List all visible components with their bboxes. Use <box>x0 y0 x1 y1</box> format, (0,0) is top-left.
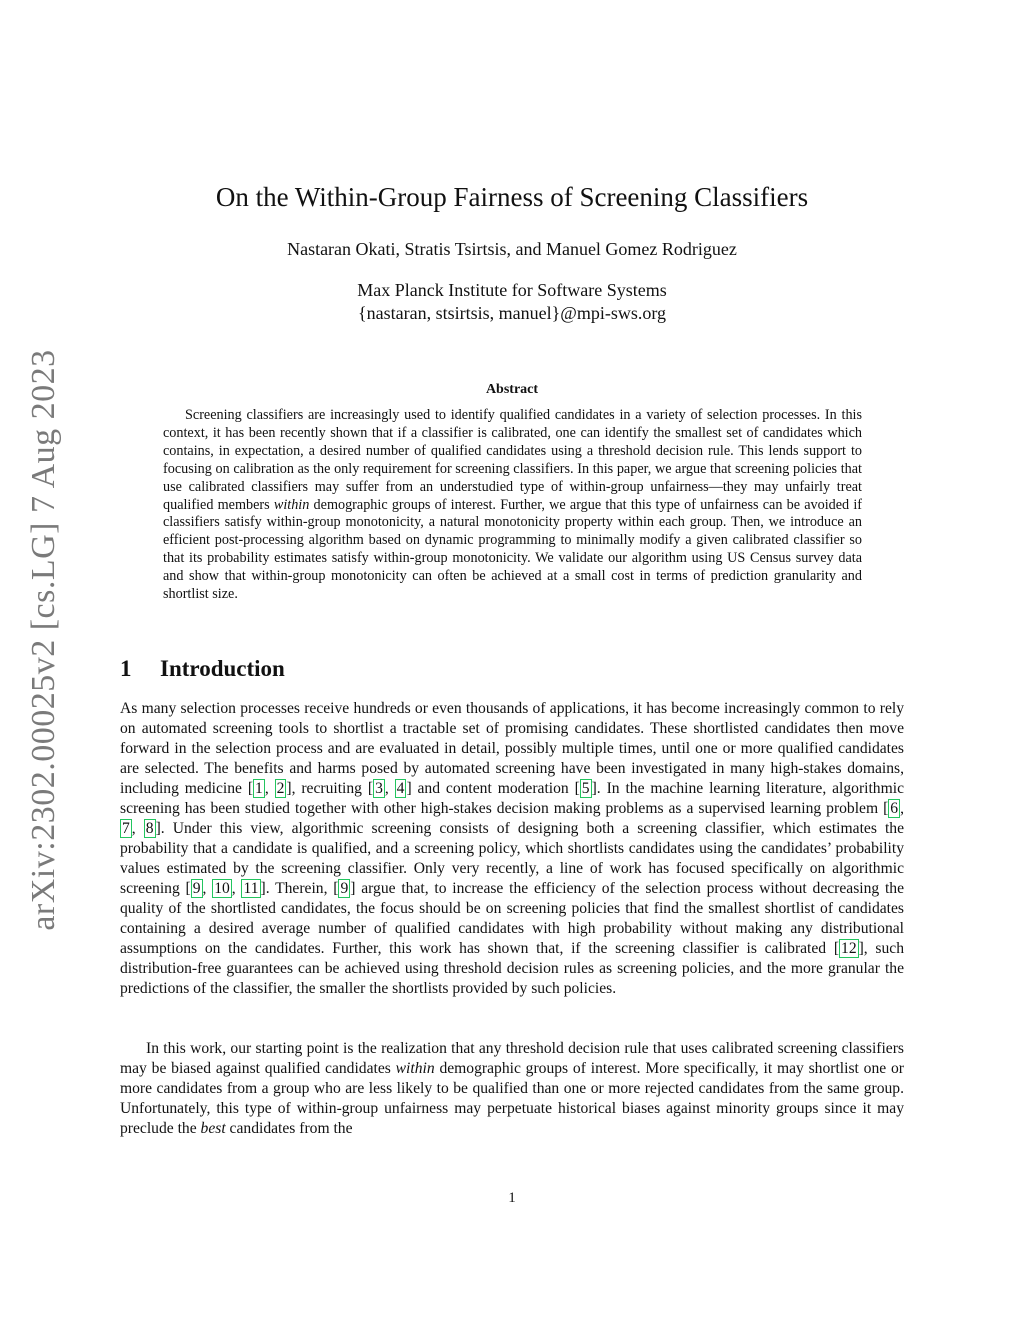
citation-link[interactable]: 9 <box>340 880 349 897</box>
citation-link[interactable]: 8 <box>145 820 154 837</box>
text-run: ]. In the machine learning literature, algorithmic screening has been studied together with other high-stakes decision making problems as a supervised learning problem [ <box>120 780 904 817</box>
citation-link[interactable]: 5 <box>581 780 590 797</box>
citation-link[interactable]: 9 <box>192 880 201 897</box>
text-run: In this work, our starting point is the realization that any threshold decision rule that uses calibrated screening classifiers may be biased against qualified candidates <box>120 1040 904 1077</box>
text-run: ]. Under this view, algorithmic screening consists of designing both a screening classifier, which estimates the probability that a candidate is qualified, and a screening policy, which shortlists candidates using the candidates’ probability values estimated by the screening classifier. Only very recently, a line of work has focused specifically on algorithmic screening [ <box>120 820 904 897</box>
text-run: , <box>264 780 275 797</box>
intro-paragraph-2 <box>120 1039 904 1139</box>
citation-link[interactable]: 1 <box>255 780 263 797</box>
citation-link[interactable]: 12 <box>841 940 857 957</box>
affiliation-name: Max Planck Institute for Software Systems <box>357 280 667 300</box>
text-run: ] and content moderation [ <box>406 780 580 797</box>
text-run: demographic groups of interest. More specifically, it may shortlist one or more candidates from a group who are less likely to be qualified than one or more rejected candidates from the same group. Unfortunately, this type of within-group unfairness may perpetuate historical biases against minority groups since it may preclude the <box>120 1060 904 1137</box>
citation-link[interactable]: 10 <box>214 880 230 897</box>
paper-title: On the Within-Group Fairness of Screening Classifiers <box>215 182 809 212</box>
text-run: , <box>384 780 395 797</box>
citation-link[interactable]: 11 <box>243 880 259 897</box>
section-heading <box>120 656 285 682</box>
abstract-text <box>163 407 862 604</box>
citation-link[interactable]: 7 <box>122 820 130 837</box>
text-run: As many selection processes receive hundreds or even thousands of applications, it has become increasingly common to rely on automated screening tools to shortlist a tractable set of promising candidates. These shortlisted candidates then move forward in the selection process and are evaluated in detail, possibly multiple times, until one or more qualified candidates are selected. The benefits and harms posed by automated screening have been investigated in many high-stakes domains, including medicine [ <box>120 700 904 797</box>
citation-link[interactable]: 6 <box>890 800 899 817</box>
author-emails: {nastaran, stsirtsis, manuel}@mpi-sws.org <box>358 303 666 323</box>
text-run: ], recruiting [ <box>286 780 374 797</box>
text-run: ]. Therein, [ <box>260 880 339 897</box>
abstract-text-part: Screening classifiers are increasingly used to identify qualified candidates in a variety of selection processes. In this context, it has been recently shown that if a classifier is calibrated, one can identify the smallest set of candidates which contains, in expectation, a desired number of qualified candidates using a threshold decision rule. This lends support to focusing on calibration as the only requirement for screening classifiers. In this paper, we argue that screening policies that use calibrated classifiers may suffer from an understudied type of within-group unfairness—they may unfairly treat qualified members <box>163 407 862 513</box>
emphasis-within: within <box>395 1060 435 1077</box>
citation-link[interactable]: 2 <box>276 780 285 797</box>
author-list: Nastaran Okati, Stratis Tsirtsis, and Manuel Gomez Rodriguez <box>287 239 737 259</box>
abstract-heading: Abstract <box>485 382 539 397</box>
citation-link[interactable]: 4 <box>396 780 405 797</box>
affiliation-block <box>120 279 904 325</box>
emphasis-best: best <box>200 1120 226 1137</box>
arxiv-id-text: arXiv:2302.00025v2 [cs.LG] 7 Aug 2023 <box>25 349 62 931</box>
abstract-emphasis: within <box>273 496 310 513</box>
text-run: , <box>231 880 242 897</box>
intro-paragraph-1 <box>120 699 904 999</box>
citation-link[interactable]: 3 <box>375 780 383 797</box>
text-run: ], such distribution-free guarantees can be achieved using threshold decision rules as screening policies, and the more granular the predictions of the classifier, the smaller the shortlists provided by such policies. <box>120 940 904 997</box>
abstract-text-part: demographic groups of interest. Further, we argue that this type of unfairness can be avoided if classifiers satisfy within-group monotonicity, a natural monotonicity property within each group. Then, we introduce an efficient post-processing algorithm based on dynamic programming to minimally modify a given calibrated classifier so that its probability estimates satisfy within-group monotonicity. We validate our algorithm using US Census survey data and show that within-group monotonicity can often be achieved at a small cost in terms of prediction granularity and shortlist size. <box>163 496 863 603</box>
text-run: , <box>900 800 904 817</box>
section-title: Introduction <box>160 656 285 681</box>
text-run: candidates from the <box>225 1120 353 1137</box>
text-run: , <box>202 880 213 897</box>
text-run: , <box>131 820 144 837</box>
section-number: 1 <box>120 656 132 681</box>
text-run: ] argue that, to increase the efficiency of the selection process without decreasing the quality of the shortlisted candidates, the focus should be on screening policies that find the smallest shortlist of candidates containing a desired average number of qualified candidates with high probability without making any distributional assumptions on the candidates. Further, this work has shown that, if the screening classifier is calibrated [ <box>120 880 905 957</box>
page-number: 1 <box>508 1190 516 1206</box>
